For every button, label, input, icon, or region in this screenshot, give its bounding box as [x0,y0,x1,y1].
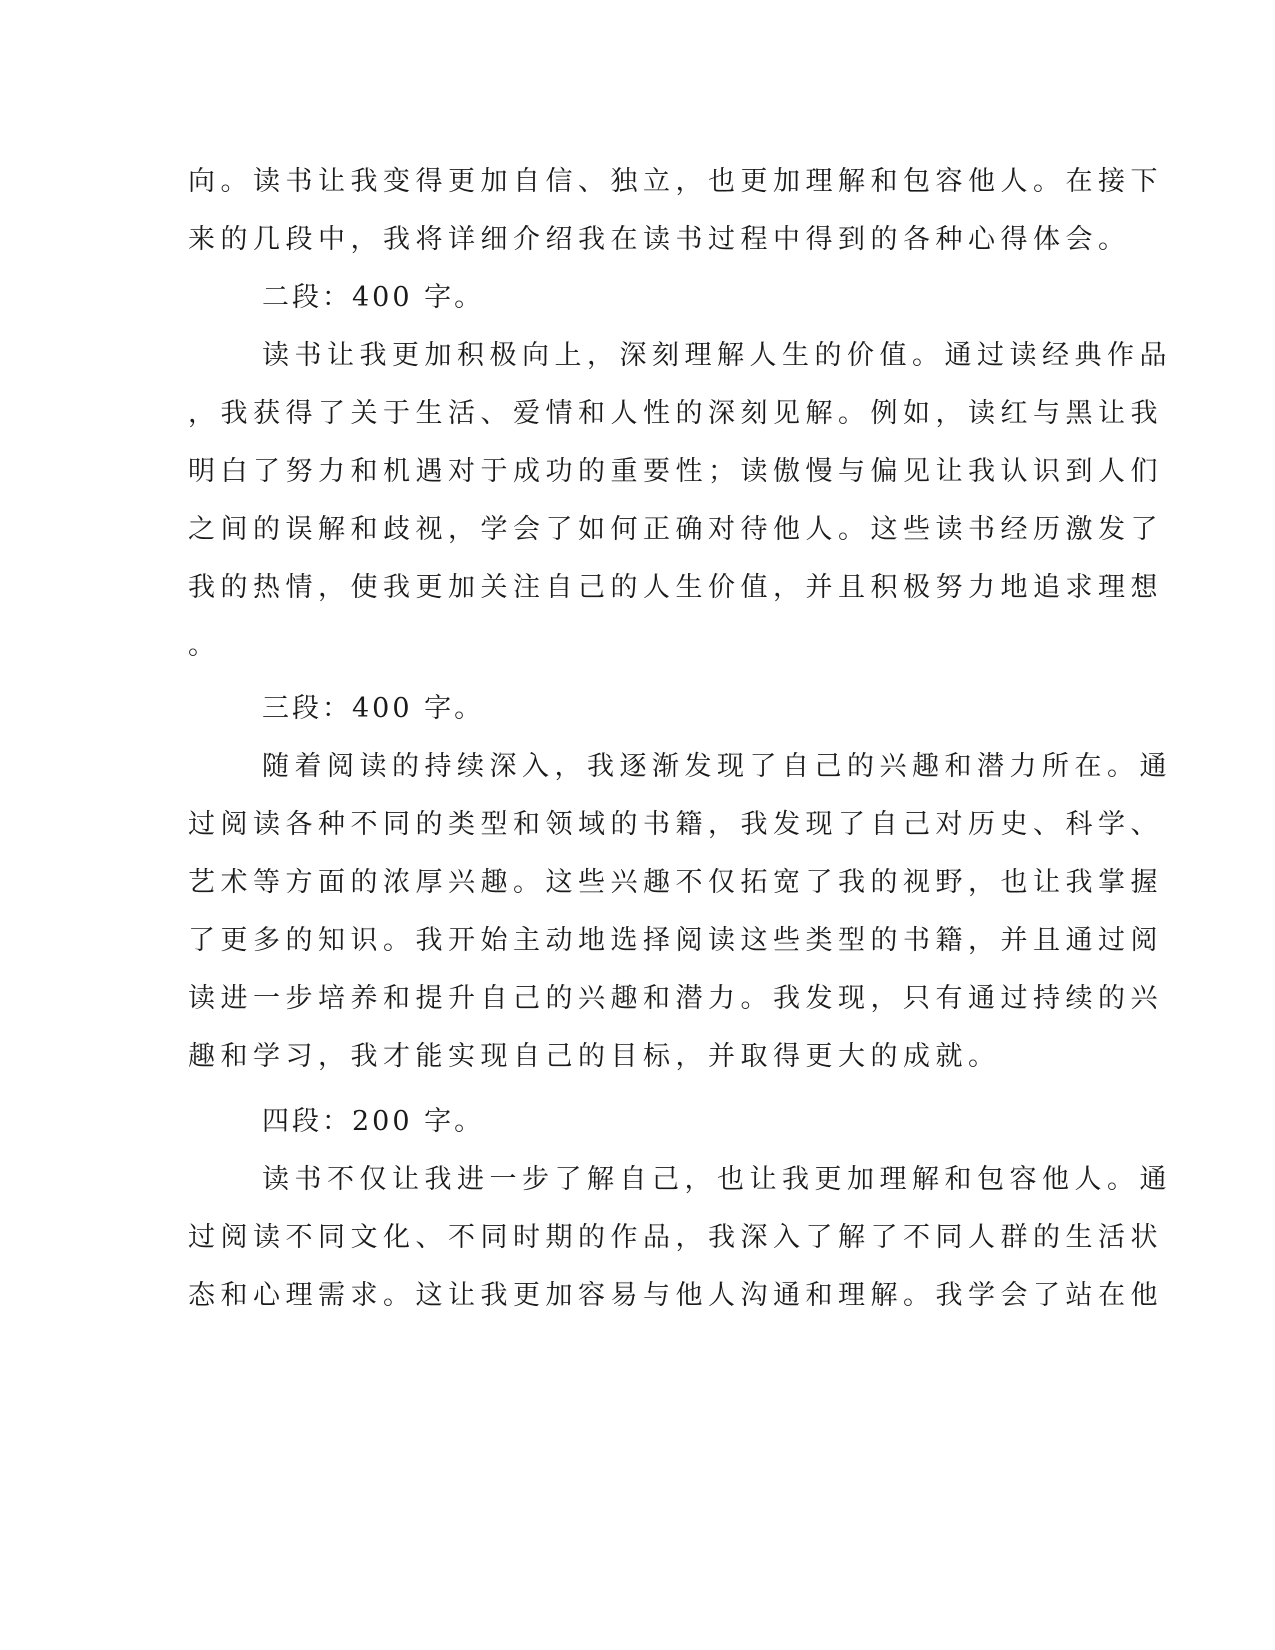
section-heading: 四段：200 字。 [262,1106,485,1137]
text-line: 读书让我更加积极向上，深刻理解人生的价值。通过读经典作品 [262,340,1172,371]
text-line: 读书不仅让我进一步了解自己，也让我更加理解和包容他人。通 [262,1164,1172,1195]
text-line: 态和心理需求。这让我更加容易与他人沟通和理解。我学会了站在他 [188,1280,1163,1311]
text-line: 明白了努力和机遇对于成功的重要性；读傲慢与偏见让我认识到人们 [188,456,1163,487]
text-line: 读进一步培养和提升自己的兴趣和潜力。我发现，只有通过持续的兴 [188,983,1163,1014]
text-line: 艺术等方面的浓厚兴趣。这些兴趣不仅拓宽了我的视野，也让我掌握 [188,867,1163,898]
text-line: 了更多的知识。我开始主动地选择阅读这些类型的书籍，并且通过阅 [188,925,1163,956]
text-line: 我的热情，使我更加关注自己的人生价值，并且积极努力地追求理想 [188,572,1163,603]
text-line: 。 [188,630,221,661]
text-line: 趣和学习，我才能实现自己的目标，并取得更大的成就。 [188,1041,1001,1072]
section-heading: 二段：400 字。 [262,282,485,313]
section-heading: 三段：400 字。 [262,693,485,724]
text-line: 之间的误解和歧视，学会了如何正确对待他人。这些读书经历激发了 [188,514,1163,545]
text-line: 过阅读不同文化、不同时期的作品，我深入了解了不同人群的生活状 [188,1222,1163,1253]
text-line: 向。读书让我变得更加自信、独立，也更加理解和包容他人。在接下 [188,166,1163,197]
text-line: 来的几段中，我将详细介绍我在读书过程中得到的各种心得体会。 [188,224,1131,255]
text-line: 随着阅读的持续深入，我逐渐发现了自己的兴趣和潜力所在。通 [262,751,1172,782]
text-line: 过阅读各种不同的类型和领域的书籍，我发现了自己对历史、科学、 [188,809,1163,840]
text-line: ，我获得了关于生活、爱情和人性的深刻见解。例如，读红与黑让我 [188,398,1163,429]
